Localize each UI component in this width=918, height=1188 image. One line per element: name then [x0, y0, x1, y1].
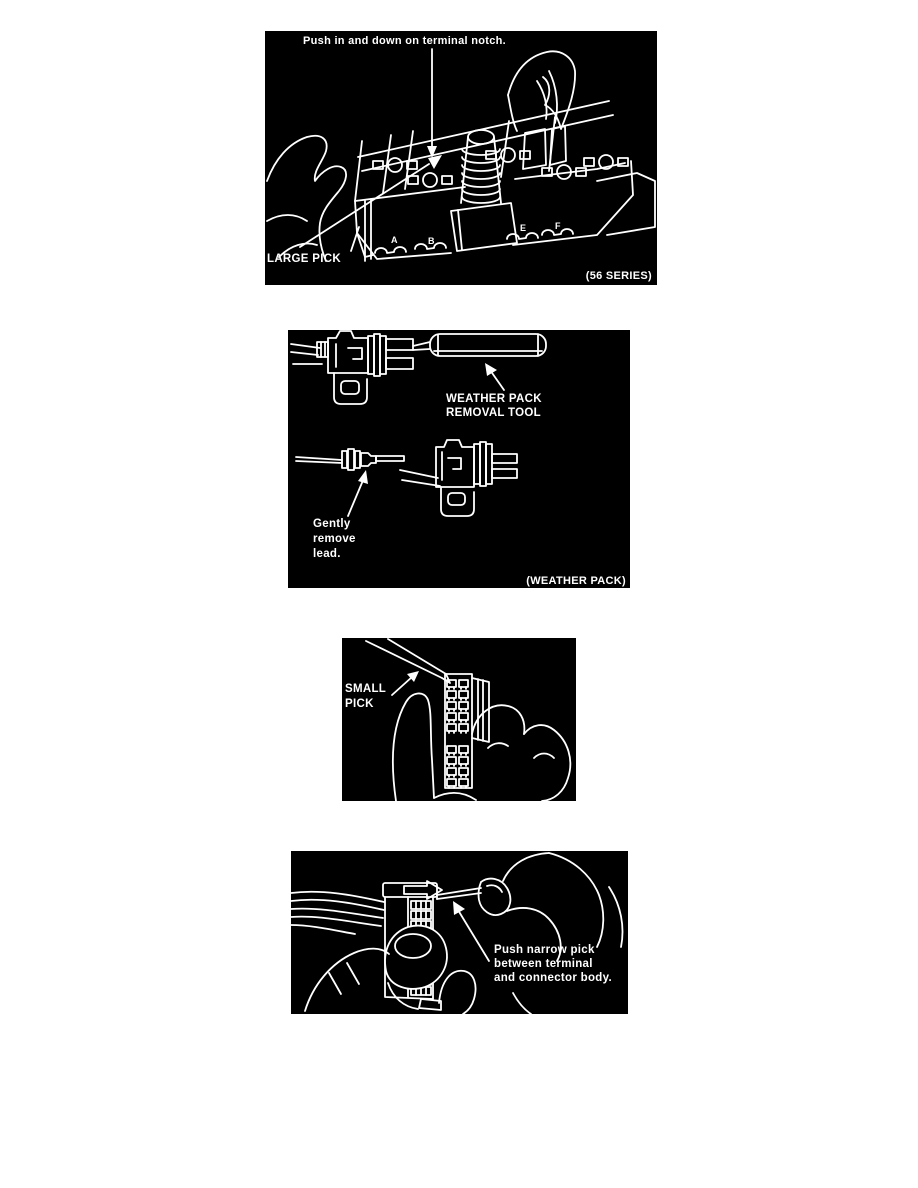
- note-line: and connector body.: [494, 972, 612, 984]
- narrow-pick-illustration: [437, 888, 481, 899]
- label-arrow: [392, 671, 419, 695]
- label-line: REMOVAL TOOL: [446, 407, 541, 419]
- label-line: WEATHER PACK: [446, 393, 542, 405]
- label-line: remove: [313, 533, 356, 545]
- lead-arrow: [348, 470, 368, 516]
- label-line: PICK: [345, 698, 374, 710]
- wires-illustration: [291, 892, 384, 934]
- figure-small-pick: [342, 638, 576, 801]
- label-line: Gently: [313, 518, 351, 530]
- label-line: lead.: [313, 548, 341, 560]
- weather-pack-connector-2-illustration: [400, 440, 517, 516]
- terminal-letter: B: [428, 236, 435, 246]
- figure-narrow-pick: [291, 851, 628, 1014]
- removal-tool-illustration: [413, 334, 546, 356]
- small-pick-drawing: [342, 638, 576, 801]
- label-small-pick: [345, 682, 386, 712]
- hand-illustration: [305, 926, 476, 1014]
- hand-illustration: [393, 693, 571, 801]
- label-weather-pack-removal-tool: [446, 392, 542, 420]
- note-line: Push narrow pick: [494, 944, 595, 956]
- lead-illustration: [296, 449, 404, 470]
- holder-hand-illustration: [479, 853, 623, 1014]
- note-push-narrow-pick: [494, 943, 612, 985]
- connector-illustration: [445, 674, 489, 788]
- terminal-letter: E: [520, 223, 527, 233]
- note-line: between terminal: [494, 958, 593, 970]
- terminal-letter: F: [555, 221, 561, 231]
- narrow-pick-drawing: [291, 851, 628, 1014]
- figure-56-series: [265, 31, 657, 285]
- small-pick-illustration: [366, 639, 450, 683]
- figure-weather-pack: [288, 330, 630, 588]
- caption-weather-pack: (WEATHER PACK): [526, 575, 626, 587]
- weather-pack-connector-illustration: [291, 331, 413, 404]
- label-line: SMALL: [345, 683, 387, 695]
- tool-arrow: [485, 363, 504, 390]
- label-large-pick: LARGE PICK: [267, 253, 341, 265]
- label-gently-remove-lead: [313, 517, 356, 562]
- callout-push-terminal-notch: Push in and down on terminal notch.: [303, 35, 506, 47]
- caption-56-series: (56 SERIES): [585, 270, 652, 282]
- terminal-letter: A: [391, 235, 398, 245]
- 56-series-drawing: [265, 31, 657, 285]
- right-hand-illustration: [508, 51, 575, 131]
